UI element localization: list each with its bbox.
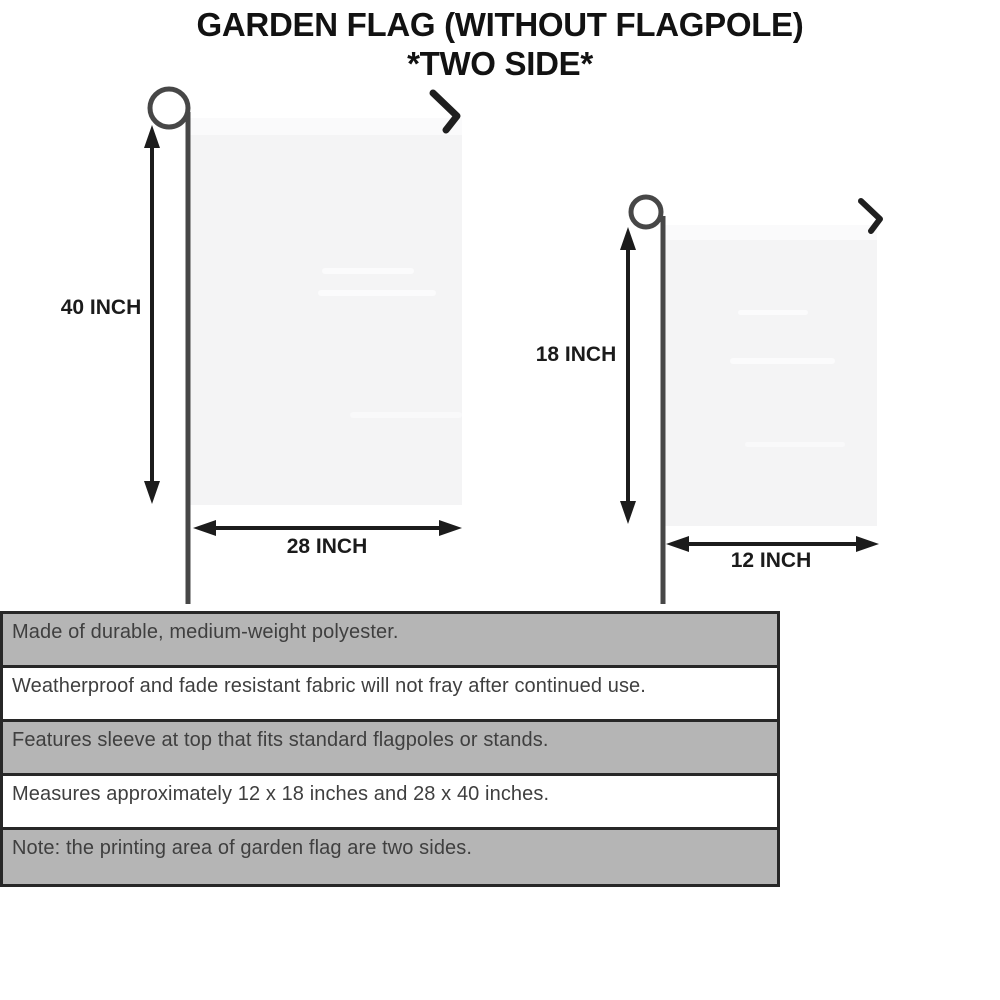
feature-row <box>3 614 777 668</box>
large-flag-crease <box>350 412 462 418</box>
large-flag <box>190 118 462 505</box>
large-flag-sleeve <box>190 118 462 135</box>
small-flag-sleeve <box>664 225 877 240</box>
feature-text: Features sleeve at top that fits standard flagpoles or stands. <box>12 729 549 751</box>
small-flag-height-label: 18 INCH <box>535 343 617 366</box>
feature-row <box>3 722 777 776</box>
small-flag <box>664 225 877 526</box>
feature-text: Measures approximately 12 x 18 inches and 28 x 40 inches. <box>12 783 550 805</box>
feature-row <box>3 776 777 830</box>
small-flag-crease <box>745 442 845 447</box>
small-flag-width-label: 12 INCH <box>730 549 812 572</box>
large-flag-crease <box>318 290 436 296</box>
title-line-1: GARDEN FLAG (WITHOUT FLAGPOLE) <box>196 6 804 43</box>
large-flag-crease <box>322 268 414 274</box>
small-flag-crease <box>738 310 808 315</box>
small-height-arrow <box>620 227 636 524</box>
feature-text: Note: the printing area of garden flag are two sides. <box>12 837 473 859</box>
small-flagpole-loop-icon <box>631 197 661 227</box>
page-title <box>0 5 1000 83</box>
feature-table <box>0 611 780 887</box>
feature-text: Weatherproof and fade resistant fabric will not fray after continued use. <box>12 675 646 697</box>
large-flag-width-label: 28 INCH <box>286 535 368 558</box>
large-flagpole-loop-icon <box>150 89 188 127</box>
title-line-2: *TWO SIDE* <box>407 45 593 82</box>
large-flag-height-label: 40 INCH <box>60 296 142 319</box>
small-flag-crease <box>730 358 835 364</box>
feature-row <box>3 830 777 884</box>
feature-row <box>3 668 777 722</box>
large-width-arrow <box>193 520 462 536</box>
feature-text: Made of durable, medium-weight polyester. <box>12 621 399 643</box>
